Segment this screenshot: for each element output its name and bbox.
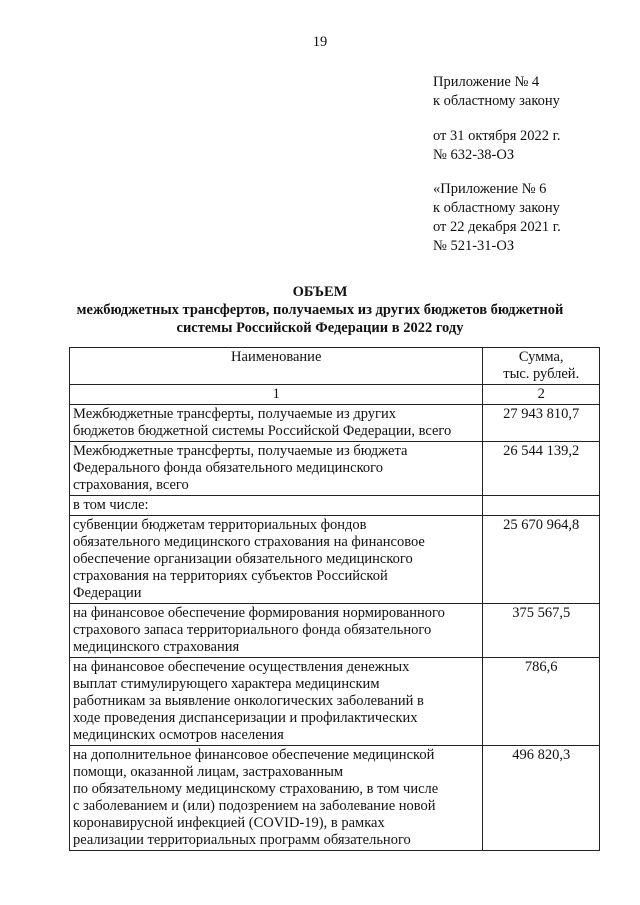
appendix-date (433, 127, 561, 165)
row-name-line: страхования на территориях субъектов Российской (73, 568, 388, 584)
row-name-line: обеспечение организации обязательного медицинского (73, 551, 413, 567)
appendix-previous-line: к областному закону (433, 200, 560, 216)
column-number-cell: 1 (70, 385, 483, 405)
row-name-cell (70, 442, 483, 496)
table-column-numbers-row (70, 385, 600, 405)
row-name-line: на финансовое обеспечение формирования нормированного (73, 605, 445, 621)
header-sum-label: Сумма, (518, 349, 564, 365)
row-sum-cell: 26 544 139,2 (483, 442, 600, 496)
row-name-line: страхового запаса территориального фонда обязательного (73, 622, 432, 638)
page-number: 19 (312, 34, 328, 50)
row-name-line: субвенции бюджетам территориальных фондов (73, 517, 367, 533)
row-name-line: ходе проведения диспансеризации и профилактических (73, 710, 418, 726)
row-name-line: Федерального фонда обязательного медицинского (73, 460, 383, 476)
row-name-line: медицинского страхования (73, 639, 240, 655)
row-name-line: работникам за выявление онкологических заболеваний в (73, 693, 424, 709)
row-name-line: по обязательному медицинскому страхованию, в том числе (73, 781, 439, 797)
title-subtitle-line: межбюджетных трансфертов, получаемых из других бюджетов бюджетной (76, 302, 564, 318)
row-name-line: помощи, оказанной лицам, застрахованным (73, 764, 344, 780)
table-header-row (70, 348, 600, 385)
row-sum-cell: 25 670 964,8 (483, 516, 600, 604)
row-name-line: Межбюджетные трансферты, получаемые из других (73, 406, 396, 422)
row-name-cell (70, 746, 483, 851)
row-name-line: реализации территориальных программ обязательного (73, 832, 411, 848)
column-number-cell: 2 (483, 385, 600, 405)
title-main: ОБЪЕМ (292, 284, 348, 300)
row-name-line: коронавирусной инфекцией (COVID-19), в рамках (73, 815, 385, 831)
row-name-cell (70, 405, 483, 442)
appendix-previous (433, 180, 561, 256)
transfers-table (69, 347, 600, 851)
title-subtitle-line: системы Российской Федерации в 2022 году (176, 320, 464, 336)
table-row (70, 658, 600, 746)
row-name-line: в том числе: (73, 497, 149, 513)
header-name-cell (70, 348, 483, 385)
row-name-cell (70, 516, 483, 604)
row-name-line: бюджетов бюджетной системы Российской Федерации, всего (73, 423, 452, 439)
appendix-current (433, 73, 560, 111)
table-row (70, 405, 600, 442)
row-name-line: выплат стимулирующего характера медицинским (73, 676, 380, 692)
row-sum-cell: 496 820,3 (483, 746, 600, 851)
row-name-line: Межбюджетные трансферты, получаемые из бюджета (73, 443, 408, 459)
row-sum-cell (483, 496, 600, 516)
row-name-line: страхования, всего (73, 477, 189, 493)
table-row (70, 604, 600, 658)
appendix-previous-line: «Приложение № 6 (433, 181, 547, 197)
row-name-line: с заболеванием и (или) подозрением на заболевание новой (73, 798, 436, 814)
row-name-cell (70, 658, 483, 746)
table-body (70, 405, 600, 851)
document-title (0, 283, 640, 337)
table-row (70, 442, 600, 496)
header-sum-unit: тыс. рублей. (503, 366, 580, 382)
row-name-line: на дополнительное финансовое обеспечение медицинской (73, 747, 435, 763)
row-name-line: Федерации (73, 585, 142, 601)
appendix-previous-line: № 521-31-ОЗ (433, 238, 515, 254)
table-row (70, 496, 600, 516)
row-name-cell (70, 496, 483, 516)
appendix-date-line: от 31 октября 2022 г. (433, 128, 561, 144)
row-name-line: обязательного медицинского страхования на финансовое (73, 534, 425, 550)
table-row (70, 516, 600, 604)
appendix-current-line: к областному закону (433, 93, 560, 109)
header-sum-cell (483, 348, 600, 385)
row-sum-cell: 27 943 810,7 (483, 405, 600, 442)
row-name-line: медицинских осмотров населения (73, 727, 284, 743)
row-name-line: на финансовое обеспечение осуществления денежных (73, 659, 410, 675)
row-name-cell (70, 604, 483, 658)
row-sum-cell: 375 567,5 (483, 604, 600, 658)
row-sum-cell: 786,6 (483, 658, 600, 746)
appendix-current-line: Приложение № 4 (433, 74, 540, 90)
appendix-previous-line: от 22 декабря 2021 г. (433, 219, 561, 235)
appendix-number-line: № 632-38-ОЗ (433, 147, 515, 163)
header-name-label: Наименование (231, 349, 322, 365)
table-row (70, 746, 600, 851)
